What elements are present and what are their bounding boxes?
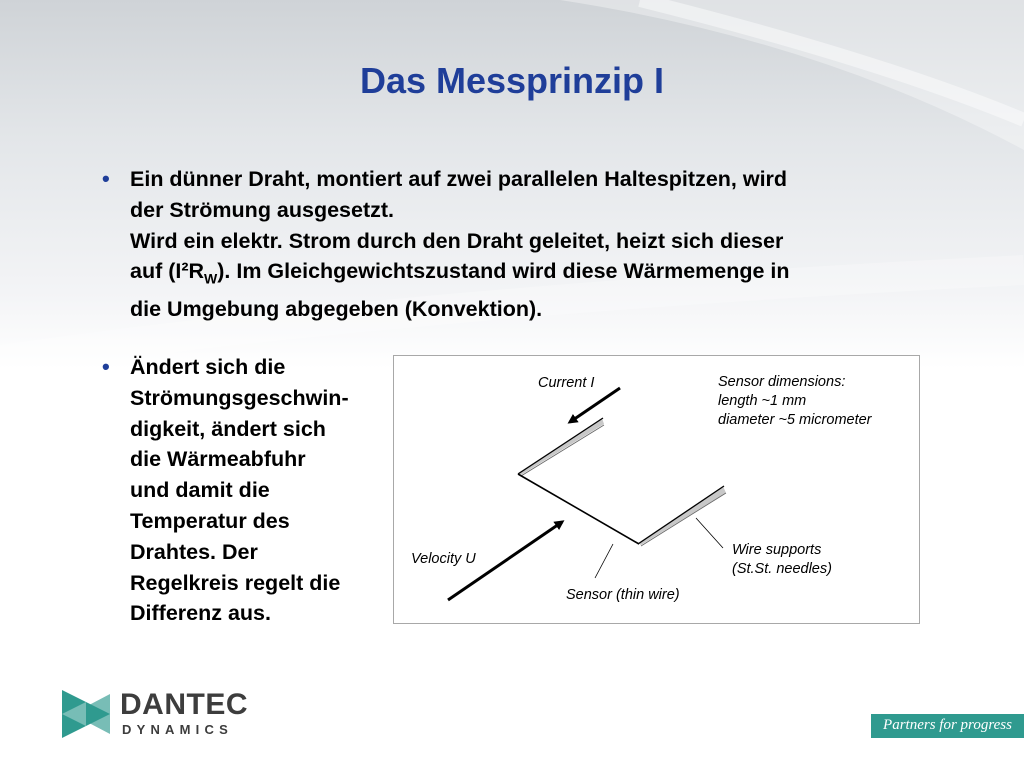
dimensions-line: diameter ~5 micrometer xyxy=(718,412,872,428)
dantec-logo xyxy=(62,690,262,740)
velocity-label: Velocity U xyxy=(411,551,476,567)
bullet-2-line: und damit die xyxy=(130,478,270,503)
supports-line: (St.St. needles) xyxy=(732,561,832,577)
dantec-logo-mark-icon xyxy=(62,690,112,740)
bullet-1-line-3: Wird ein elektr. Strom durch den Draht geleitet, heizt sich dieser xyxy=(130,228,784,253)
sensor-label: Sensor (thin wire) xyxy=(566,587,680,603)
bullet-point-1 xyxy=(102,164,930,325)
bullet-1-line-2: der Strömung ausgesetzt. xyxy=(130,197,395,222)
wire-supports-label xyxy=(732,541,832,579)
logo-text-primary: DANTEC xyxy=(120,688,248,721)
dimensions-line: length ~1 mm xyxy=(718,393,807,409)
bullet-2-line: die Wärmeabfuhr xyxy=(130,447,306,472)
formula-continuation: ). Im Gleichgewichtszustand wird diese Wärmemenge in xyxy=(217,259,790,284)
current-label: Current I xyxy=(538,375,595,391)
dimensions-line: Sensor dimensions: xyxy=(718,374,846,390)
bullet-2-line: Drahtes. Der xyxy=(130,539,258,564)
bullet-dot-icon: • xyxy=(102,166,110,191)
bullet-2-line: Temperatur des xyxy=(130,508,290,533)
bullet-dot-icon: • xyxy=(102,354,110,379)
sensor-wire-line xyxy=(518,474,639,544)
bullet-2-line: digkeit, ändert sich xyxy=(130,416,326,441)
bullet-1-line-1: Ein dünner Draht, montiert auf zwei parallelen Haltespitzen, wird xyxy=(130,167,788,191)
logo-text-secondary: DYNAMICS xyxy=(122,722,233,737)
bullet-2-line: Strömungsgeschwin- xyxy=(130,385,349,410)
formula-subscript: W xyxy=(204,270,218,287)
bullet-2-line: Differenz aus. xyxy=(130,601,271,626)
sensor-leader-line xyxy=(595,544,613,578)
hot-wire-sensor-diagram xyxy=(393,355,920,624)
bullet-2-line: Regelkreis regelt die xyxy=(130,570,341,595)
formula-text: auf (I²R xyxy=(130,259,205,284)
tagline-badge: Partners for progress xyxy=(871,714,1024,738)
bullet-1-line-5: die Umgebung abgegeben (Konvektion). xyxy=(130,297,543,322)
bullet-2-line: Ändert sich die xyxy=(130,355,286,379)
supports-leader-line xyxy=(696,518,723,548)
bullet-1-line-4 xyxy=(130,256,930,294)
sensor-dimensions-label xyxy=(718,373,872,430)
slide-title: Das Messprinzip I xyxy=(359,60,665,101)
bullet-point-2 xyxy=(102,352,400,629)
supports-line: Wire supports xyxy=(732,542,822,558)
current-arrow-icon xyxy=(570,388,620,422)
left-needle-shape xyxy=(518,418,604,476)
